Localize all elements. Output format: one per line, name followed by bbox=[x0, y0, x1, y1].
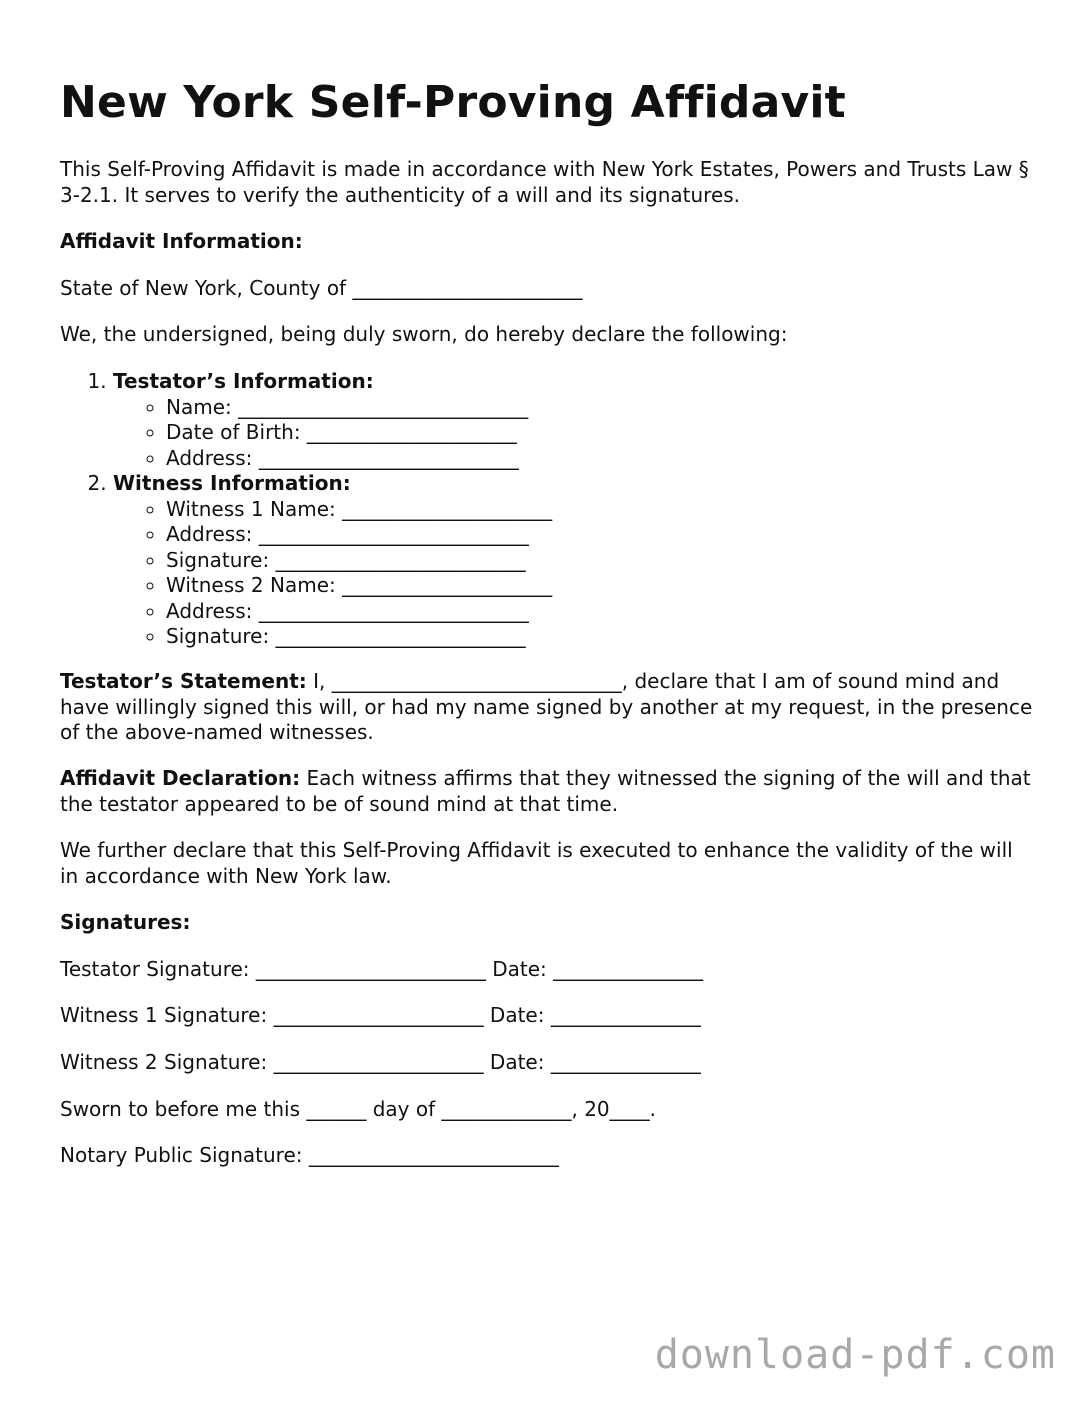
affidavit-declaration-label: Affidavit Declaration: bbox=[60, 766, 301, 790]
signature-line-witness-1: Witness 1 Signature: _____________________ Date: _______________ bbox=[60, 1003, 701, 1027]
affidavit-info-heading bbox=[60, 229, 1035, 255]
testator-fields bbox=[113, 395, 1033, 472]
page-title: New York Self-Proving Affidavit bbox=[60, 77, 846, 128]
witness-fields bbox=[113, 497, 1033, 650]
field-line: ◦ Name: _____________________________ bbox=[166, 395, 1033, 421]
section-heading: Testator’s Information: bbox=[113, 369, 374, 393]
signature-line-witness-2: Witness 2 Signature: _____________________ Date: _______________ bbox=[60, 1050, 701, 1074]
field-line: ◦ Witness 2 Name: _____________________ bbox=[166, 573, 1033, 599]
sworn-line: Sworn to before me this ______ day of _____________, 20____. bbox=[60, 1097, 657, 1121]
field-line: ◦ Address: __________________________ bbox=[166, 446, 1033, 472]
section-witness-info bbox=[113, 471, 1033, 650]
signature-line-testator: Testator Signature: _______________________ Date: _______________ bbox=[60, 957, 704, 981]
field-line: ◦ Date of Birth: _____________________ bbox=[166, 420, 1033, 446]
field-line: ◦ Signature: _________________________ bbox=[166, 548, 1033, 574]
field-line: ◦ Witness 1 Name: _____________________ bbox=[166, 497, 1033, 523]
affidavit-declaration-text: Each witness affirms that they witnessed the signing of the will and that the testator appeared to be of sound mind at that time. bbox=[60, 766, 1031, 816]
testator-statement-text: I, _____________________________, declare that I am of sound mind and have willingly signed this will, or had my name signed by another at my request, in the presence of the above-named witnesses. bbox=[60, 669, 1033, 744]
affidavit-declaration bbox=[60, 766, 1035, 817]
affidavit-info-heading-text: Affidavit Information: bbox=[60, 229, 303, 253]
declaration-sections bbox=[60, 369, 1033, 650]
watermark: download-pdf.com bbox=[654, 1332, 1056, 1378]
section-heading: Witness Information: bbox=[113, 471, 351, 495]
declaration-intro: We, the undersigned, being duly sworn, do hereby declare the following: bbox=[60, 322, 788, 346]
testator-statement bbox=[60, 669, 1035, 746]
field-line: ◦ Signature: _________________________ bbox=[166, 624, 1033, 650]
field-line: ◦ Address: ___________________________ bbox=[166, 522, 1033, 548]
field-line: ◦ Address: ___________________________ bbox=[166, 599, 1033, 625]
further-declaration: We further declare that this Self-Proving Affidavit is executed to enhance the validity of the will in accordance with New York law. bbox=[60, 838, 1013, 888]
state-county-line: State of New York, County of _______________________ bbox=[60, 276, 583, 300]
notary-signature-line: Notary Public Signature: _________________________ bbox=[60, 1143, 559, 1167]
signatures-heading-text: Signatures: bbox=[60, 910, 191, 934]
testator-statement-label: Testator’s Statement: bbox=[60, 669, 307, 693]
signatures-heading bbox=[60, 910, 1035, 936]
intro-paragraph: This Self-Proving Affidavit is made in accordance with New York Estates, Powers and Trusts Law § 3-2.1. It serves to verify the authenticity of a will and its signatures. bbox=[60, 157, 1029, 207]
section-testator-info bbox=[113, 369, 1033, 471]
